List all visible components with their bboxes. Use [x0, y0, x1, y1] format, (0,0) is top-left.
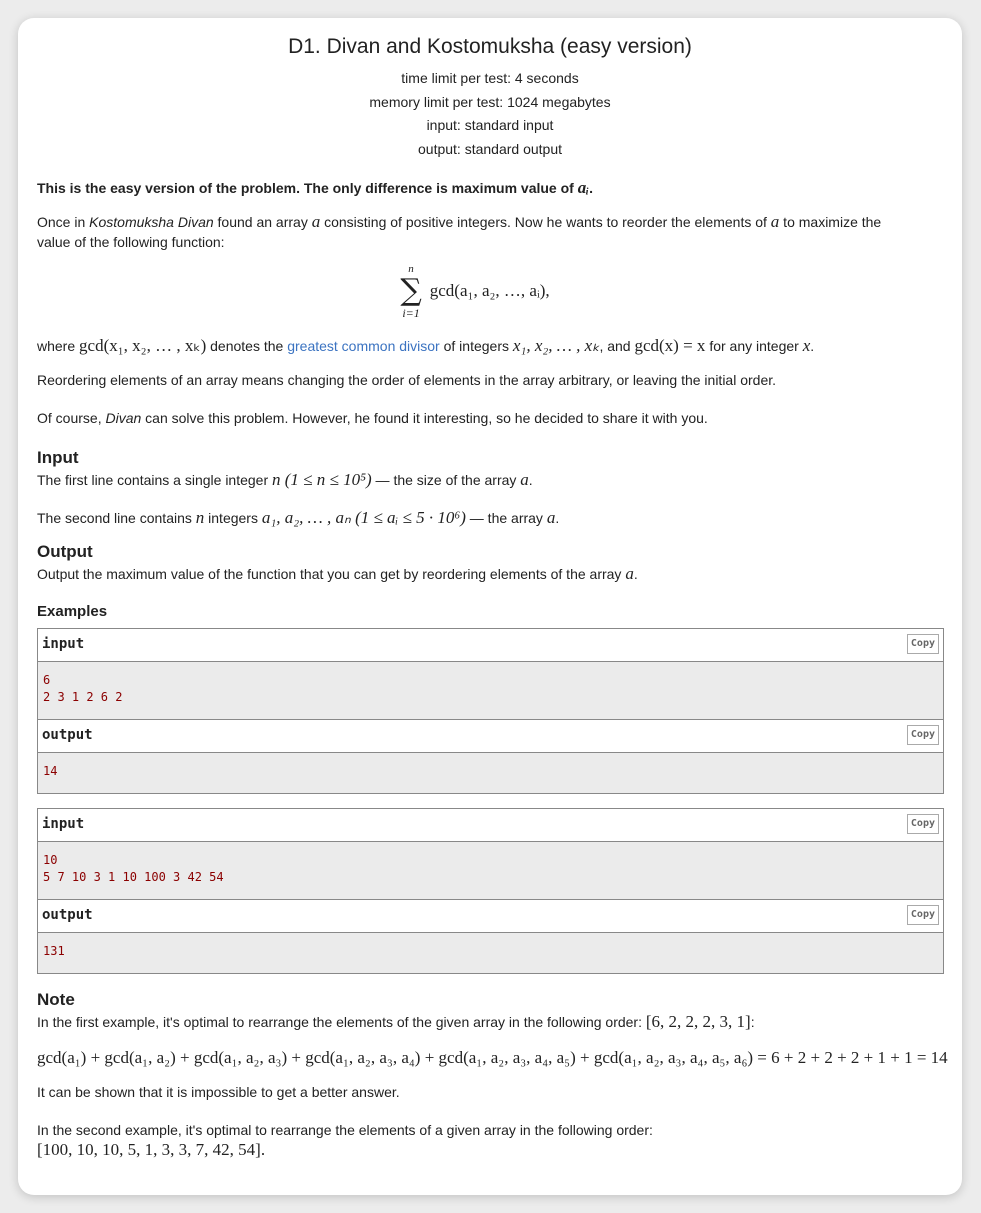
intro-text: This is the easy version of the problem. The only difference is maximum value of — [37, 180, 578, 196]
intro-note: This is the easy version of the problem. The only difference is maximum value of aᵢ. — [37, 178, 593, 197]
problem-limits — [37, 67, 943, 161]
input-line-2 — [37, 508, 962, 528]
math: n (1 ≤ n ≤ 10⁵) — [272, 470, 372, 489]
text: consisting of positive integers. Now he wants to reorder the elements of — [320, 214, 771, 230]
text: In the first example, it's optimal to rearrange the elements of the given array in the following order: — [37, 1014, 646, 1030]
text: of integers — [439, 338, 513, 354]
note-line-1 — [37, 1012, 962, 1032]
gcd-link[interactable]: greatest common divisor — [287, 338, 440, 354]
copy-input-button[interactable]: Copy — [907, 634, 939, 654]
math: x — [802, 336, 811, 355]
text: Kostomuksha Divan — [89, 214, 214, 230]
math: a — [770, 212, 780, 231]
text: can solve this problem. However, he found it interesting, so he decided to share it with you. — [141, 410, 708, 426]
input-heading: Input — [37, 448, 79, 467]
text: Divan — [105, 410, 142, 426]
text: denotes the — [206, 338, 288, 354]
text: Of course, — [37, 410, 106, 426]
text: integers — [204, 510, 262, 526]
output-label: output — [42, 727, 93, 743]
example-input: 6 2 3 1 2 6 2 — [38, 662, 943, 719]
text: for any integer — [705, 338, 803, 354]
note-formula: gcd(a₁) + gcd(a₁, a₂) + gcd(a₁, a₂, a₃) + gcd(a₁, a₂, a₃, a₄) + gcd(a₁, a₂, a₃, a₄, a₅) + gcd(a₁, a₂, a₃, a₄, a₅, a₆) = 6 + 2 + 2 + 2 + 1 + 1 = 14 — [37, 1048, 948, 1067]
math: gcd(x₁, x₂, … , xₖ) — [79, 336, 207, 355]
example-output: 14 — [38, 753, 943, 793]
note-line-2: It can be shown that it is impossible to get a better answer. — [37, 1084, 400, 1100]
output-heading: Output — [37, 542, 93, 561]
problem-title: D1. Divan and Kostomuksha (easy version) — [288, 35, 692, 58]
example-output-header — [38, 719, 943, 753]
sigma-block — [400, 263, 421, 320]
example-2 — [37, 808, 944, 974]
text: The second line contains — [37, 510, 196, 526]
text: Output the maximum value of the function that you can get by reordering elements of the array — [37, 566, 626, 582]
text: , and — [599, 338, 635, 354]
gcd-definition — [37, 336, 962, 356]
math: a — [520, 470, 529, 489]
text: Once in — [37, 214, 90, 230]
text: — the array — [465, 510, 547, 526]
math: a₁, a₂, … , aₙ (1 ≤ aᵢ ≤ 5 · 10⁶) — [261, 508, 466, 527]
math: n — [195, 508, 205, 527]
note-line-3-math: [100, 10, 10, 5, 1, 3, 3, 7, 42, 54]. — [37, 1140, 266, 1159]
text: . — [810, 338, 815, 354]
math: i=1 — [402, 305, 420, 320]
text: to maximize the value of the following function: — [37, 214, 882, 250]
copy-output-button[interactable]: Copy — [907, 905, 939, 925]
text: where — [37, 338, 80, 354]
example-output-header — [38, 899, 943, 933]
problem-statement — [18, 18, 962, 1195]
examples-heading: Examples — [37, 603, 108, 620]
math: n — [408, 262, 414, 275]
input-line-1 — [37, 470, 962, 490]
example-input-header — [38, 629, 943, 662]
math: gcd(x) = x — [634, 336, 706, 355]
text: : — [750, 1014, 755, 1030]
reorder-paragraph: Reordering elements of an array means changing the order of elements in the array arbitrary, or leaving the initial order. — [37, 372, 777, 388]
input-file: input: standard input — [426, 117, 554, 133]
example-input-header — [38, 809, 943, 842]
example-input: 10 5 7 10 3 1 10 100 3 42 54 — [38, 842, 943, 899]
math: aᵢ — [577, 178, 590, 197]
legend-paragraph — [37, 212, 917, 252]
copy-input-button[interactable]: Copy — [907, 814, 939, 834]
example-1 — [37, 628, 944, 794]
memory-limit: memory limit per test: 1024 megabytes — [369, 93, 611, 110]
math: a — [546, 508, 556, 527]
math: [6, 2, 2, 2, 3, 1] — [645, 1012, 751, 1031]
sigma-symbol: ∑ — [400, 272, 422, 308]
note-line-3: In the second example, it's optimal to rearrange the elements of a given array in the following order: — [37, 1122, 653, 1138]
text: . — [528, 472, 533, 488]
input-label: input — [42, 636, 85, 652]
math: a — [311, 212, 321, 231]
divan-paragraph — [37, 408, 962, 428]
math: x₁, x₂, … , xₖ — [512, 336, 600, 355]
copy-output-button[interactable]: Copy — [907, 725, 939, 745]
note-heading: Note — [37, 990, 75, 1009]
text: . — [633, 566, 638, 582]
text: The first line contains a single integer — [37, 472, 273, 488]
input-label: input — [42, 816, 85, 832]
text: found an array — [213, 214, 312, 230]
sum-formula — [37, 252, 943, 330]
output-label: output — [42, 907, 93, 923]
math: gcd(a₁, a₂, …, aᵢ), — [429, 281, 550, 300]
example-output: 131 — [38, 933, 943, 973]
math: a — [625, 564, 634, 583]
text: . — [555, 510, 560, 526]
output-line — [37, 564, 962, 584]
output-file: output: standard output — [418, 140, 562, 157]
time-limit: time limit per test: 4 seconds — [401, 70, 579, 86]
text: — the size of the array — [371, 472, 521, 488]
